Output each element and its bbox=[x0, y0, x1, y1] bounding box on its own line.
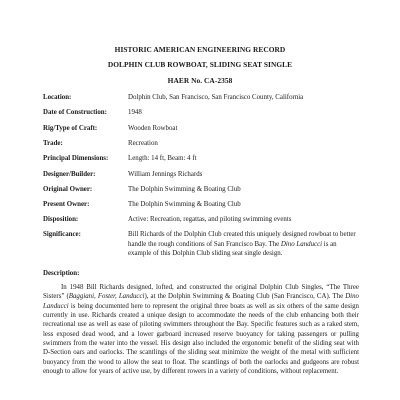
field-value: The Dolphin Swimming & Boating Club bbox=[128, 186, 241, 193]
field-value: Recreation bbox=[128, 140, 158, 147]
field-value: 1948 bbox=[128, 109, 142, 116]
field-label: Rig/Type of Craft: bbox=[43, 125, 98, 132]
field-label: Disposition: bbox=[43, 216, 79, 223]
description-heading: Description: bbox=[43, 270, 80, 277]
field-value: Length: 14 ft, Beam: 4 ft bbox=[128, 155, 197, 162]
field-value: Active: Recreation, regattas, and piloting swimming events bbox=[128, 216, 292, 223]
boat-title: DOLPHIN CLUB ROWBOAT, SLIDING SEAT SINGLE bbox=[107, 60, 293, 69]
field-label: Date of Construction: bbox=[43, 109, 107, 116]
field-label: Location: bbox=[43, 94, 72, 101]
field-value: Dolphin Club, San Francisco, San Francisco County, California bbox=[128, 94, 304, 101]
haer-number: HAER No. CA-2358 bbox=[167, 76, 233, 85]
record-title: HISTORIC AMERICAN ENGINEERING RECORD bbox=[114, 45, 286, 54]
field-label: Significance: bbox=[43, 231, 81, 238]
field-value: William Jennings Richards bbox=[128, 171, 203, 178]
field-label: Present Owner: bbox=[43, 201, 90, 208]
field-label: Original Owner: bbox=[43, 186, 93, 193]
field-label: Designer/Builder: bbox=[43, 171, 96, 178]
field-value: Wooden Rowboat bbox=[128, 125, 178, 132]
field-label: Trade: bbox=[43, 140, 63, 147]
field-value: The Dolphin Swimming & Boating Club bbox=[128, 201, 241, 208]
field-value: Bill Richards of the Dolphin Club created this uniquely designed rowboat to better handle the rough conditions of San Francisco Bay. The Dino Landucci is an example of this Dolphin Club sliding seat single design. bbox=[128, 231, 356, 257]
field-label: Principal Dimensions: bbox=[43, 155, 109, 162]
description-paragraph: In 1948 Bill Richards designed, lofted, and constructed the original Dolphin Club Singles, “The Three Sisters” (Baggiani, Foster, Landucci), at the Dolphin Swimming & Boating Club (San Francisco, CA). The Dino Landucci is being documented here to represent the original three boats as well as six others of the same design currently in use. Richards created a unique design to accommodate the needs of the club enhancing both their recreational use as well as ease of piloting swimmers throughout the Bay. Specific features such as a raked stem, less exposed dead wood, and a lower garboard increased reserve buoyancy for taking passengers or pulling swimmers from the water into the vessel. His design also included the ergonomic benefit of the sliding seat with D-Section oars and oarlocks. The scantlings of the sliding seat minimize the weight of the metal with sufficient buoyancy from the wood to allow the seat to float. The scantlings of both the oarlocks and gudgeons are robust enough to allow for years of active use, by different rowers in a variety of conditions, without replacement. bbox=[43, 284, 359, 376]
